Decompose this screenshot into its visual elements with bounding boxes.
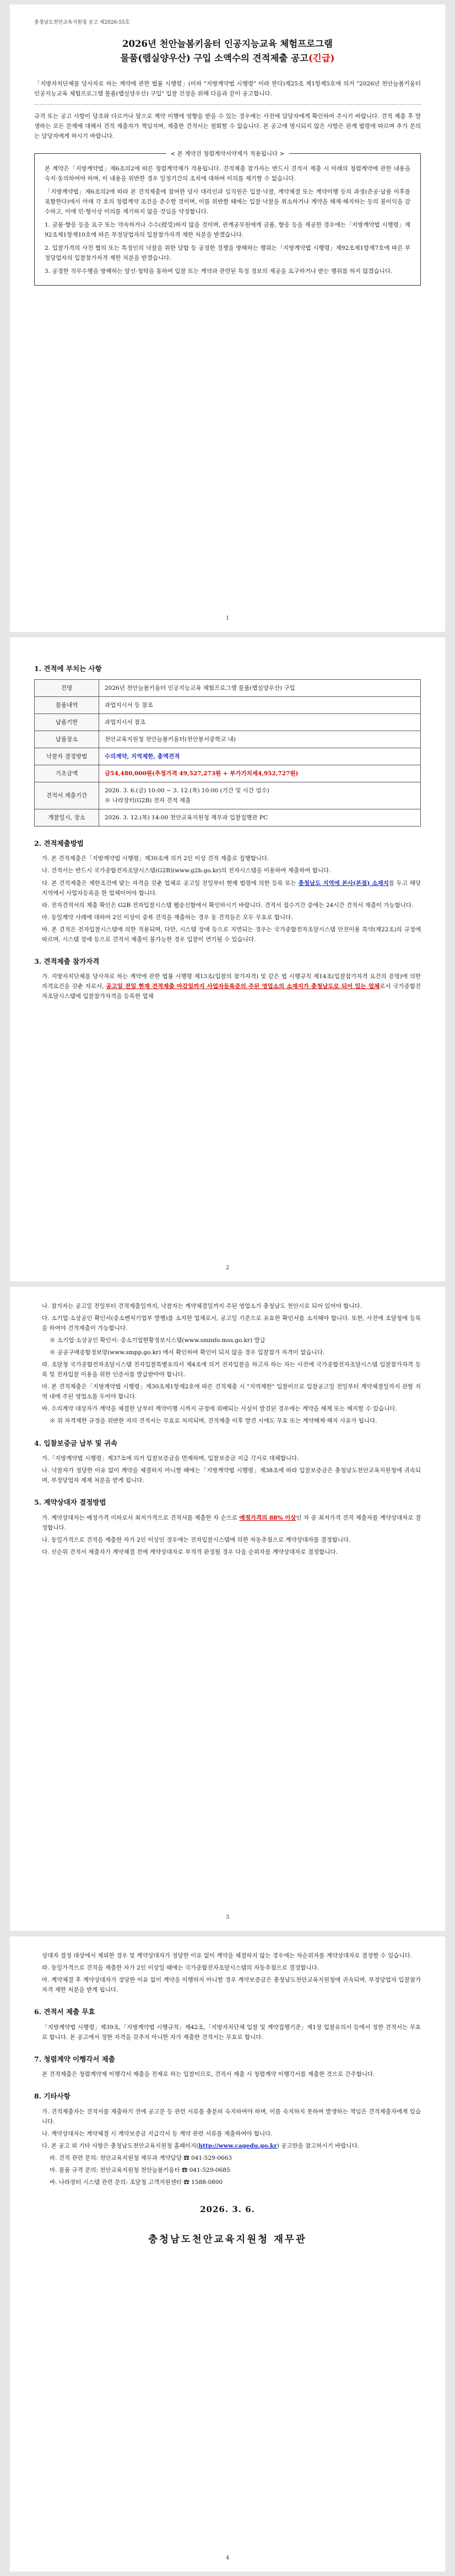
row-value: 과업지시서 참조 bbox=[99, 713, 421, 731]
page-1 bbox=[10, 4, 445, 632]
table-row bbox=[35, 696, 421, 713]
title-line-2-text: 물품(랩실양우산) 구입 소액수의 견적제출 공고 bbox=[120, 53, 308, 64]
row-value: 과업지시서 등 참조 bbox=[99, 696, 421, 713]
region-requirement: 충청남도 지역에 본사(본점) 소재지 bbox=[298, 879, 389, 887]
section-5-item-5: 마. 계약체결 후 계약상대자가 정당한 이유 없이 계약을 이행하지 아니할 경우 계약보증금은 충청남도천안교육지원청에 귀속되며, 부정당업자 입찰참가자격 제한 처분을 받게 됩니다. bbox=[42, 1977, 421, 1994]
section-5-item-1 bbox=[42, 1513, 421, 1533]
submission-period-value bbox=[99, 782, 421, 809]
section-3-item-3: 다. 소기업·소상공인 확인서(중소벤처기업부 발행)를 소지한 업체로서, 공고일 기준으로 유효한 확인서를 소지해야 합니다. 또한, 사전에 조달청에 등록을 하여야 견적제출이 가능합니다. bbox=[42, 1315, 421, 1332]
table-row bbox=[35, 748, 421, 765]
section-5-item-1-text-a: 가. 계약상대자는 예정가격 이하로서 최저가격으로 견적서를 제출한 자 순으로 bbox=[42, 1514, 240, 1521]
note: ※ 소기업·소상공인 확인서: 중소기업현황정보시스템(www.sminfo.mss.go.kr) 발급 bbox=[50, 1337, 266, 1344]
integrity-item-2: 2. 입찰가격의 사전 협의 또는 특정인의 낙찰을 위한 담합 등 공정한 경쟁을 방해하는 행위는「지방계약법 시행령」제92조제1항제7호에 따른 부정당업자의 입찰참가자격 제한 처분을 받겠습니다. bbox=[45, 245, 410, 262]
page-number: 2 bbox=[225, 1264, 230, 1271]
section-5-item-4: 라. 동일가격으로 견적을 제출한 자가 2인 이상일 때에는 국가종합전자조달시스템의 자동추첨으로 결정합니다. bbox=[42, 1965, 319, 1972]
section-8-item-1: 가. 견적제출자는 견적서를 제출하기 전에 공고문 등 관련 서류를 충분히 숙지하여야 하며, 이를 숙지하지 못하여 발생하는 책임은 견적제출자에게 있습니다. bbox=[42, 2108, 421, 2125]
bid-info-table bbox=[34, 679, 421, 827]
page-number: 3 bbox=[225, 1914, 230, 1920]
page-4 bbox=[10, 1936, 445, 2572]
section-8-item-3-text-a: 다. 본 공고 외 기타 사항은 충청남도천안교육지원청 홈페이지( bbox=[42, 2142, 199, 2149]
integrity-paragraph-2: 「지방계약법」제6조의2에 따라 본 견적제출에 참여한 당사 대리인과 임직원은 입찰·낙찰, 계약체결 또는 계약이행 등의 과정(준공·납품 이후를 포함한다)에서 아래 각 호의 청렴계약 조건을 준수할 것이며, 이를 위반할 때에는 입찰·낙찰을 취소하거나 계약을 해제·해지하는 등의 불이익을 감수하고, 이에 민·형사상 이의를 제기하지 않을 것임을 약정합니다. bbox=[45, 188, 410, 216]
intro-paragraph-1: 「지방자치단체를 당사자로 하는 계약에 관한 법률 시행령」(이하 "지방계약법 시행령" 이라 한다)제25조 제1항제5호에 의거 "2026년 천안늘봄키움터 인공지능교육 체험프로그램 물품(랩실양우산) 구입" 입찰 건정을 위해 다음과 같이 공고합니다. bbox=[34, 80, 421, 97]
section-2-item-3 bbox=[42, 878, 421, 898]
section-2-item-3-text-b: 를 두고 해당 지역에서 사업자등록을 한 업체이어야 합니다. bbox=[42, 879, 421, 897]
price-threshold: 예정가격의 88% 이상 bbox=[239, 1514, 296, 1521]
section-4-item-1: 가.「지방계약법 시행령」제37조에 의거 입찰보증금을 면제하며, 입찰보증금 지급 각서로 대체합니다. bbox=[42, 1455, 299, 1462]
section-7-heading: 7. 청렴계약 이행각서 제출 bbox=[34, 2054, 115, 2063]
row-label: 건명 bbox=[35, 679, 99, 696]
contact-line: 바. 나라장터 시스템 관련 문의: 조달청 고객지원센터 ☎ 1588-0800 bbox=[50, 2179, 223, 2186]
note: ※ 위 자격제한 규정을 위반한 자의 견적서는 무효로 처리되며, 견적제출 이후 발견 시에도 무효 또는 계약해제·해지 사유가 됩니다. bbox=[50, 1418, 377, 1425]
section-5-heading: 5. 계약상대자 결정방법 bbox=[34, 1498, 106, 1507]
submission-period-label: 견적서 제출기간 bbox=[35, 782, 99, 809]
section-3-item-1-text-a: 가. 지방자치단체를 당사자로 하는 계약에 관한 법률 시행령 제13조(입찰의 참가자격) 및 같은 법 시행규칙 제14조(입찰참가자격 요건의 증명)에 의한 자격요건을 갖춘 자로서, bbox=[42, 973, 421, 990]
table-row bbox=[35, 731, 421, 748]
announcement-number: 충청남도천안교육지원청 공고 제2026-55호 bbox=[34, 20, 130, 25]
section-4-heading: 4. 입찰보증금 납부 및 귀속 bbox=[34, 1439, 118, 1447]
homepage-link[interactable]: http://www.cagedu.go.kr bbox=[198, 2142, 277, 2149]
page-number: 4 bbox=[225, 2554, 230, 2561]
section-3-item-6: 바. 수의계약 대상자가 계약을 체결한 날부터 계약이행 시까지 규정에 위배되는 사실이 발견된 경우에는 계약을 해제 또는 해지할 수 있습니다. bbox=[42, 1405, 397, 1413]
section-2-heading: 2. 견적제출방법 bbox=[34, 839, 84, 847]
row-value: 2026년 천안늘봄키움터 인공지능교육 체험프로그램 물품(랩실양우산) 구입 bbox=[99, 679, 421, 696]
section-3-heading: 3. 견적제출 참가자격 bbox=[34, 957, 100, 965]
opening-label: 개찰일시, 장소 bbox=[35, 809, 99, 826]
section-2-item-4: 라. 전자견적서의 제출 확인은 G2B 전자입찰시스템 웹송신함에서 확인하시기 바랍니다. 견적서 접수기간 중에는 24시간 견적서 제출이 가능합니다. bbox=[42, 901, 414, 909]
row-label: 납품장소 bbox=[35, 731, 99, 748]
page-2 bbox=[10, 637, 445, 1281]
section-2-item-3-text-a: 다. 본 견적제출은 제한조건에 맞는 자격을 갖춘 업체로 공고일 전일부터 현재 법령에 의한 등록 또는 bbox=[42, 879, 299, 887]
section-8-item-3 bbox=[42, 2141, 421, 2151]
section-5-item-1-text-b: 인 자 중 최저가격 견적 제출자를 계약상대자로 결정합니다. bbox=[42, 1514, 421, 1531]
base-price-label: 기초금액 bbox=[35, 765, 99, 782]
section-5-item-2: 나. 동일가격으로 견적을 제출한 자가 2인 이상인 경우에는 전자입찰시스템에 의한 자동추첨으로 계약상대자를 결정합니다. bbox=[42, 1536, 351, 1543]
table-row bbox=[35, 765, 421, 782]
integrity-item-3: 3. 공정한 직무수행을 방해하는 알선·청탁을 통하여 입찰 또는 계약과 관련된 특정 정보의 제공을 요구하거나 받는 행위를 하지 않겠습니다. bbox=[45, 268, 393, 275]
section-2-item-5: 마. 동일계약 사례에 대하여 2인 이상이 중복 견적을 제출하는 경우 동 견적들은 모두 무효로 합니다. bbox=[42, 914, 293, 921]
announcement-date: 2026. 3. 6. bbox=[200, 2204, 255, 2215]
section-5-item-3: 다. 선순위 견적서 제출자가 계약체결 전에 계약상대자로 부적격 판정될 경우 다음 순위자를 계약상대자로 결정합니다. bbox=[42, 1548, 338, 1555]
contract-method-value: 수의계약, 지역제한, 총액견적 bbox=[99, 748, 421, 765]
section-4-item-2: 나. 낙찰자가 정당한 이유 없이 계약을 체결하지 아니할 때에는「지방계약법 시행령」제38조에 따라 입찰보증금은 충청남도천안교육지원청에 귀속되며, 부정당업자 제재 처분을 받게 됩니다. bbox=[42, 1467, 421, 1484]
eligibility-requirement: 공고일 전일 현재 견적제출 마감일까지 사업자등록증의 주된 영업소의 소재지가 충청남도로 되어 있는 업체 bbox=[106, 983, 380, 990]
section-6-text: 「지방계약법 시행령」제39조,「지방계약법 시행규칙」제42조,「지방자치단체 입찰 및 계약집행기준」제1장 입찰유의서 등에서 정한 견적서는 무효로 합니다. 본 공고에서 정한 자격을 갖추지 아니한 자가 제출한 견적서는 무효로 합니다. bbox=[42, 2024, 421, 2041]
base-price-value: 금54,480,000원(추정가격 49,527,273원 + 부가가치세4,952,727원) bbox=[99, 765, 421, 782]
note: ※ 공공구매종합정보망(www.smpp.go.kr) 에서 확인하여 확인이 되지 않을 경우 입찰참가 자격이 없습니다. bbox=[50, 1349, 325, 1356]
title-line-2 bbox=[34, 51, 421, 66]
contact-line: 마. 물품 규격 문의: 천안교육지원청 천안늘봄키움터 ☎ 041-529-0685 bbox=[50, 2167, 230, 2174]
integrity-box-title: < 본 계약건 청렴계약서약제가 적용됩니다 > bbox=[166, 149, 289, 159]
section-2-item-2: 나. 견적서는 반드시 국가종합전자조달시스템(G2B)(www.g2b.go.kr)의 전자시스템을 이용하여 제출하여 합니다. bbox=[42, 867, 331, 874]
section-3-item-2: 나. 참가자는 공고일 전일부터 견적제출일까지, 낙찰자는 계약체결일까지 주된 영업소가 충청남도 천안시로 되어 있어야 합니다. bbox=[42, 1303, 362, 1310]
section-3-item-4: 라. 조달청 국가종합전자조달시스템 전자입찰특별유의서 제4조에 의거 전자입찰을 하고자 하는 자는 사전에 국가종합전자조달시스템 입찰참가자격 등록 및 전자입찰 이용을 위한 인증서를 발급받아야 합니다. bbox=[42, 1361, 421, 1378]
section-6-heading: 6. 견적서 제출 무효 bbox=[34, 2008, 95, 2016]
section-3-item-5: 마. 본 견적제출은「지방계약법 시행령」제30조제1항제2호에 따른 견적제출 시 "지역제한" 입찰이므로 입찰공고일 전일부터 계약체결일까지 관할 지역 내에 주된 영업소를 두어야 합니다. bbox=[42, 1383, 421, 1400]
section-7-text: 본 견적제출은 청렴계약제 이행각서 제출을 전제로 하는 입찰이므로, 견적서 제출 시 청렴계약 이행각서를 제출한 것으로 간주합니다. bbox=[42, 2071, 375, 2078]
urgent-label: (긴급) bbox=[308, 53, 335, 64]
contract-method-label: 낙찰자 결정방법 bbox=[35, 748, 99, 765]
integrity-item-1: 1. 금품·향응 등을 요구 또는 약속하거나 수수(授受)하지 않을 것이며, 관계공무원에게 금품, 향응 등을 제공한 경우에는「지방계약법 시행령」제92조제1항제10호에 따른 부정당업자의 입찰참가자격 제한 처분을 받겠습니다. bbox=[45, 222, 410, 239]
table-row bbox=[35, 713, 421, 731]
section-1-heading: 1. 견적에 부치는 사항 bbox=[34, 664, 102, 673]
section-8-item-3-text-b: ) 공고란을 참고하시기 바랍니다. bbox=[277, 2142, 360, 2149]
section-8-item-2: 나. 계약상대자는 계약체결 시 계약보증금 지급각서 등 계약 관련 서류를 제출하여야 합니다. bbox=[42, 2130, 273, 2137]
divider bbox=[34, 104, 421, 105]
integrity-pledge-box bbox=[34, 150, 421, 286]
section-8-heading: 8. 기타사항 bbox=[34, 2092, 71, 2101]
submission-period-note: ※ 나라장터(G2B) 전자 견적 제출 bbox=[105, 797, 191, 804]
section-5-continued: 상대자 결정 대상에서 제외한 경우 및 계약상대자가 정당한 이유 없이 계약을 체결하지 않는 경우에는 차순위자를 계약상대자로 결정할 수 있습니다. bbox=[42, 1952, 412, 1959]
section-3-item-1 bbox=[42, 972, 421, 1001]
opening-value: 2026. 3. 12.(목) 14:00 천안교육지원청 재무과 입찰집행관 PC bbox=[99, 809, 421, 826]
page-number: 1 bbox=[225, 615, 230, 621]
row-value: 천안교육지원청 천안늘봄키움터(천안봉서중학교 내) bbox=[99, 731, 421, 748]
section-2-item-6: 바. 본 견적은 전자입찰시스템에 의한 적용되며, 다만, 시스템 장애 등으로 지연되는 경우는 국가종합전자조달시스템 안전이용 특약(제22조)의 규정에 따르며, 시스템 장애 등으로 견적서 제출이 불가능한 경우 입찰이 연기될 수 있습니다. bbox=[42, 926, 421, 943]
issuer-signature: 충청남도천안교육지원청 재무관 bbox=[148, 2234, 307, 2245]
contact-line: 라. 견적 관련 문의: 천안교육지원청 재무과 계약담당 ☎ 041-529-0663 bbox=[50, 2155, 232, 2162]
section-2-item-1: 가. 본 견적제출은「지방계약법 시행령」제30조에 의거 2인 이상 견적 제출로 집행합니다. bbox=[42, 855, 269, 862]
document-title bbox=[34, 37, 421, 65]
page-3 bbox=[10, 1287, 445, 1931]
title-line-1: 2026년 천안늘봄키움터 인공지능교육 체험프로그램 bbox=[122, 39, 333, 50]
section-3-item-1-text-b: 로서 국가종합전자조달시스템에 입찰참가자격을 등록한 업체 bbox=[42, 983, 421, 1000]
intro-paragraph-2: 규격 또는 공고 사항이 당초와 다르거나 앞으로 계약 이행에 영향을 받을 수 있는 경우에는 사전에 담당자에게 확인하여 주시기 바랍니다. 견적 제출 후 발생하는 모든 문제에 대해서 견적 제출자가 책임지며, 제출한 견적서는 철회할 수 없습니다. 본 공고에 명시되지 않은 사항은 관계 법령에 따르며 추가 문의는 담당자에게 하시기 바랍니다. bbox=[34, 112, 421, 139]
row-label: 물품내역 bbox=[35, 696, 99, 713]
table-row bbox=[35, 679, 421, 696]
row-label: 납품기한 bbox=[35, 713, 99, 731]
table-row bbox=[35, 782, 421, 809]
table-row bbox=[35, 809, 421, 826]
submission-period-dates: 2026. 3. 6.(금) 10:00 ~ 3. 12.(목) 10:00 (기간 및 시간 엄수) bbox=[105, 787, 269, 794]
integrity-paragraph-1: 본 계약은「지방계약법」제6조의2에 따른 청렴계약제가 적용됩니다. 견적제출 참가자는 반드시 견적서 제출 시 아래의 청렴계약에 관한 내용을 숙지·동의하여야 하며, 이 내용을 위반한 경우 일정기간의 조치에 대하여 이의를 제기할 수 없습니다. bbox=[45, 165, 410, 182]
